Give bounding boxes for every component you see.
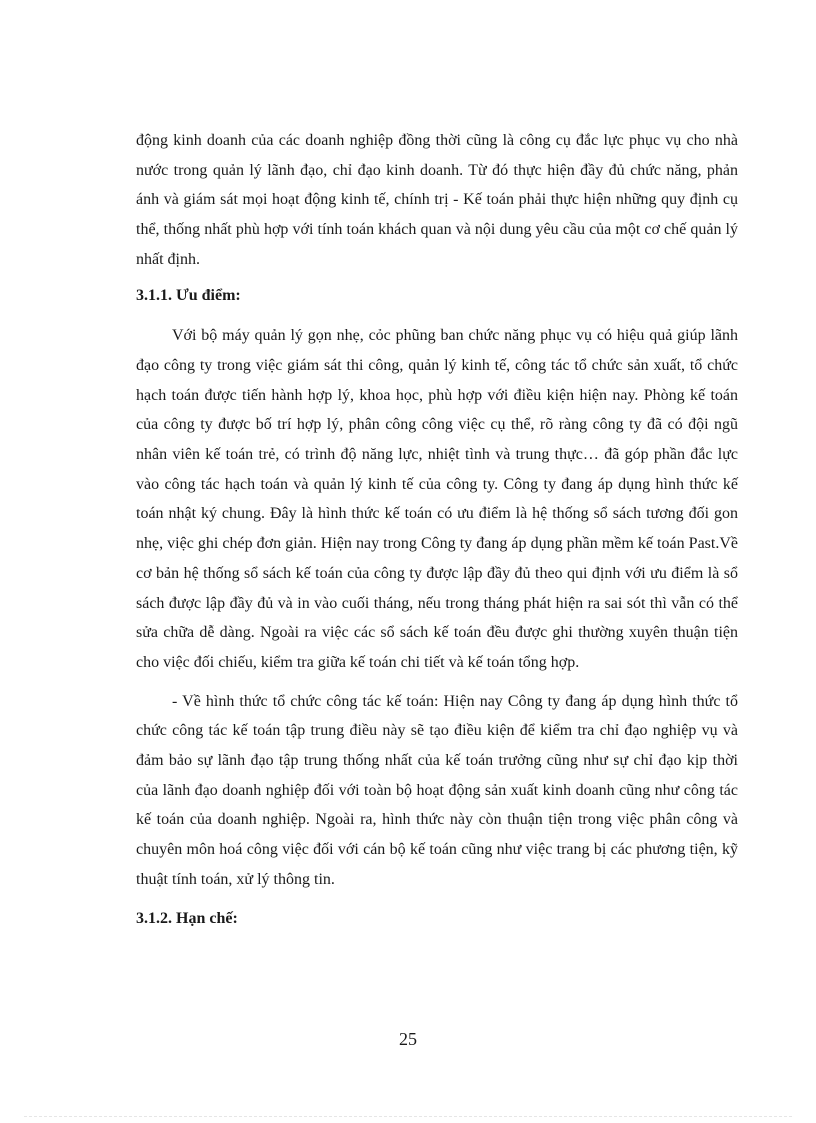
- page-number: 25: [399, 1029, 417, 1049]
- paragraph-intro: động kinh doanh của các doanh nghiệp đồng thời cũng là công cụ đắc lực phục vụ cho nhà nước trong quản lý lãnh đạo, chỉ đạo kinh doanh. Từ đó thực hiện đầy đủ chức năng, phản ánh và giám sát mọi hoạt động kinh tế, chính trị - Kế toán phải thực hiện những quy định cụ thể, thống nhất phù hợp với tính toán khách quan và nội dung yêu cầu của một cơ chế quản lý nhất định.: [136, 132, 738, 268]
- page-bottom-rule: [24, 1116, 792, 1117]
- paragraph-advantages: Với bộ máy quản lý gọn nhẹ, cỏc phũng ban chức năng phục vụ có hiệu quả giúp lãnh đạo công ty trong việc giám sát thi công, quản lý kinh tế, công tác tổ chức sản xuất, tổ chức hạch toán được tiến hành hợp lý, khoa học, phù hợp với điều kiện hiện nay. Phòng kế toán của công ty được bố trí hợp lý, phân công công việc cụ thể, rõ ràng công ty đã có đội ngũ nhân viên kế toán trẻ, có trình độ năng lực, nhiệt tình và trung thực… đã góp phần đắc lực vào công tác hạch toán và quản lý kinh tế của công ty. Công ty đang áp dụng hình thức kế toán nhật ký chung. Đây là hình thức kế toán có ưu điểm là hệ thống sổ sách tương đối gon nhẹ, việc ghi chép đơn giản. Hiện nay trong Công ty đang áp dụng phần mềm kế toán Past.Về cơ bản hệ thống sổ sách kế toán của công ty được lập đầy đủ theo qui định với ưu điểm là sổ sách được lập đầy đủ và in vào cuối tháng, nếu trong tháng phát hiện ra sai sót thì vẫn có thể sửa chữa dễ dàng. Ngoài ra việc các sổ sách kế toán đều được ghi thường xuyên thuận tiện cho việc đối chiếu, kiểm tra giữa kế toán chi tiết và kế toán tổng hợp.: [136, 327, 738, 671]
- paragraph-accounting-form: - Về hình thức tổ chức công tác kế toán: Hiện nay Công ty đang áp dụng hình thức tổ chức công tác kế toán tập trung điều này sẽ tạo điều kiện để kiểm tra chỉ đạo nghiệp vụ và đảm bảo sự lãnh đạo tập trung thống nhất của kế toán trưởng cũng như sự chỉ đạo kịp thời của lãnh đạo doanh nghiệp đối với toàn bộ hoạt động sản xuất kinh doanh cũng như công tác kế toán của doanh nghiệp. Ngoài ra, hình thức này còn thuận tiện trong việc phân công và chuyên môn hoá công việc đối với cán bộ kế toán cũng như việc trang bị các phương tiện, kỹ thuật tính toán, xử lý thông tin.: [136, 692, 738, 888]
- section-heading-advantages: 3.1.1. Ưu điểm:: [136, 286, 241, 304]
- page-body: [136, 126, 738, 933]
- section-heading-limitations: 3.1.2. Hạn chế:: [136, 909, 238, 927]
